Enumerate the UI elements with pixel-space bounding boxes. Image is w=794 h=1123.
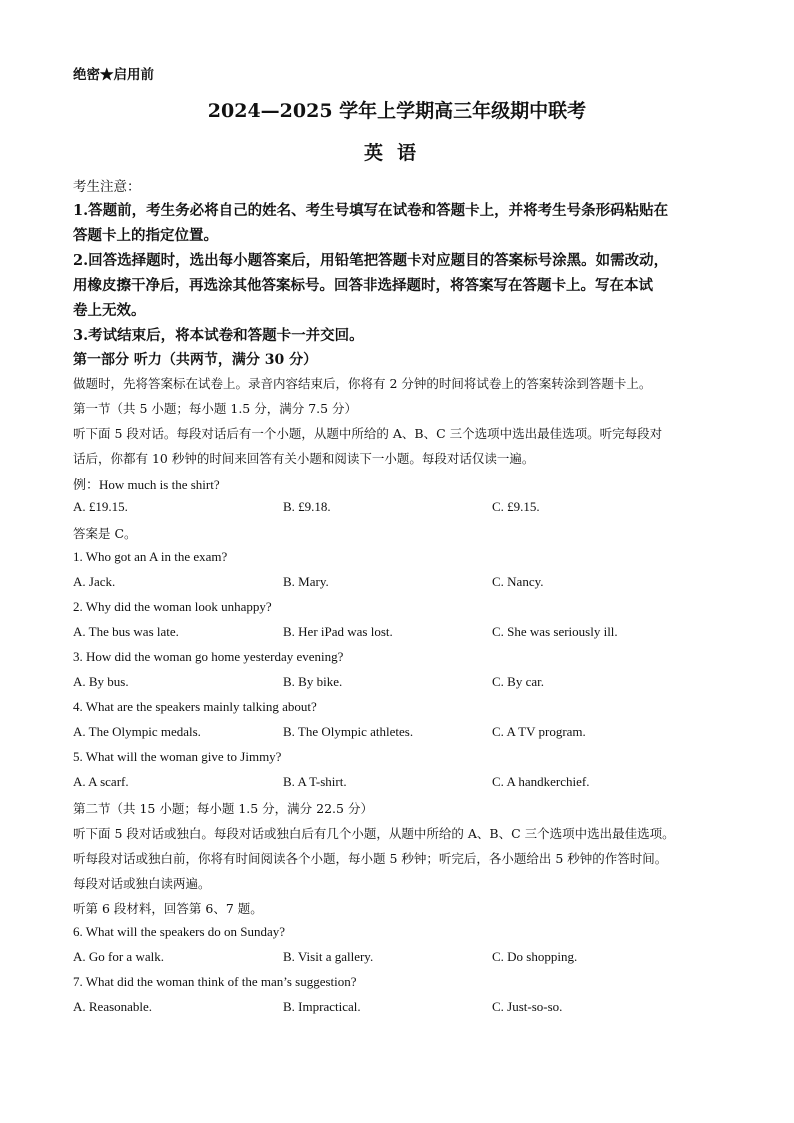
q5-option-a: A. A scarf. (73, 774, 129, 789)
notice-line: 3.考试结束后，将本试卷和答题卡一并交回。 (73, 327, 364, 344)
q5-option-c: C. A handkerchief. (492, 774, 590, 789)
q2-option-a: A. The bus was late. (73, 624, 179, 639)
part1-intro: 做题时，先将答案标在试卷上。录音内容结束后，你将有 2 分钟的时间将试卷上的答案转涂到答题卡上。 (73, 376, 652, 391)
subject-title: 英语 (363, 142, 430, 164)
question-5: 5. What will the woman give to Jimmy? (73, 749, 282, 764)
q6-option-b: B. Visit a gallery. (283, 949, 374, 964)
exam-title: 2024—2025 学年上学期高三年级期中联考 (207, 100, 587, 122)
q3-option-b: B. By bike. (283, 674, 343, 689)
example-answer: 答案是 C。 (73, 526, 137, 541)
secret-mark: 绝密★启用前 (73, 67, 154, 83)
material-6-label: 听第 6 段材料，回答第 6、7 题。 (73, 901, 263, 916)
q7-option-a: A. Reasonable. (73, 999, 153, 1014)
q3-option-c: C. By car. (492, 674, 544, 689)
q6-option-a: A. Go for a walk. (73, 949, 164, 964)
q7-option-c: C. Just-so-so. (492, 999, 563, 1014)
section2-instruction: 每段对话或独白读两遍。 (73, 876, 211, 891)
notice-line: 1.答题前，考生务必将自己的姓名、考生号填写在试卷和答题卡上，并将考生号条形码粘贴在 (73, 202, 669, 219)
q2-option-c: C. She was seriously ill. (492, 624, 618, 639)
q3-option-a: A. By bus. (73, 674, 129, 689)
q6-option-c: C. Do shopping. (492, 949, 578, 964)
notice-line: 2.回答选择题时，选出每小题答案后，用铅笔把答题卡对应题目的答案标号涂黑。如需改动， (73, 252, 669, 269)
section2-instruction: 听下面 5 段对话或独白。每段对话或独白后有几个小题，从题中所给的 A、B、C 三个选项中选出最佳选项。 (73, 826, 675, 841)
q1-option-a: A. Jack. (73, 574, 116, 589)
q7-option-b: B. Impractical. (283, 999, 361, 1014)
notice-line: 答题卡上的指定位置。 (73, 227, 218, 244)
section1-instruction: 听下面 5 段对话。每段对话后有一个小题，从题中所给的 A、B、C 三个选项中选出最佳选项。听完每段对 (73, 426, 663, 441)
part1-heading: 第一部分 听力（共两节，满分 30 分） (73, 352, 318, 368)
question-2: 2. Why did the woman look unhappy? (73, 599, 272, 614)
q2-option-b: B. Her iPad was lost. (283, 624, 393, 639)
question-7: 7. What did the woman think of the man’s suggestion? (73, 974, 357, 989)
example-option-b: B. £9.18. (283, 499, 331, 514)
question-6: 6. What will the speakers do on Sunday? (73, 924, 286, 939)
section2-instruction: 听每段对话或独白前，你将有时间阅读各个小题，每小题 5 秒钟；听完后，各小题给出 5 秒钟的作答时间。 (73, 851, 668, 866)
notice-line: 卷上无效。 (73, 302, 146, 319)
section1-heading: 第一节（共 5 小题；每小题 1.5 分，满分 7.5 分） (73, 401, 358, 416)
q4-option-a: A. The Olympic medals. (73, 724, 201, 739)
notice-heading: 考生注意： (73, 179, 141, 195)
example-option-a: A. £19.15. (73, 499, 128, 514)
q1-option-b: B. Mary. (283, 574, 329, 589)
section2-heading: 第二节（共 15 小题；每小题 1.5 分，满分 22.5 分） (73, 801, 373, 816)
q5-option-b: B. A T-shirt. (283, 774, 347, 789)
question-1: 1. Who got an A in the exam? (73, 549, 228, 564)
q4-option-b: B. The Olympic athletes. (283, 724, 414, 739)
notice-line: 用橡皮擦干净后，再选涂其他答案标号。回答非选择题时，将答案写在答题卡上。写在本试 (73, 277, 653, 294)
example-option-c: C. £9.15. (492, 499, 540, 514)
question-4: 4. What are the speakers mainly talking about? (73, 699, 317, 714)
section1-instruction: 话后，你都有 10 秒钟的时间来回答有关小题和阅读下一小题。每段对话仅读一遍。 (73, 451, 535, 466)
q4-option-c: C. A TV program. (492, 724, 586, 739)
q1-option-c: C. Nancy. (492, 574, 544, 589)
example-question: 例：How much is the shirt? (73, 477, 220, 492)
question-3: 3. How did the woman go home yesterday evening? (73, 649, 344, 664)
